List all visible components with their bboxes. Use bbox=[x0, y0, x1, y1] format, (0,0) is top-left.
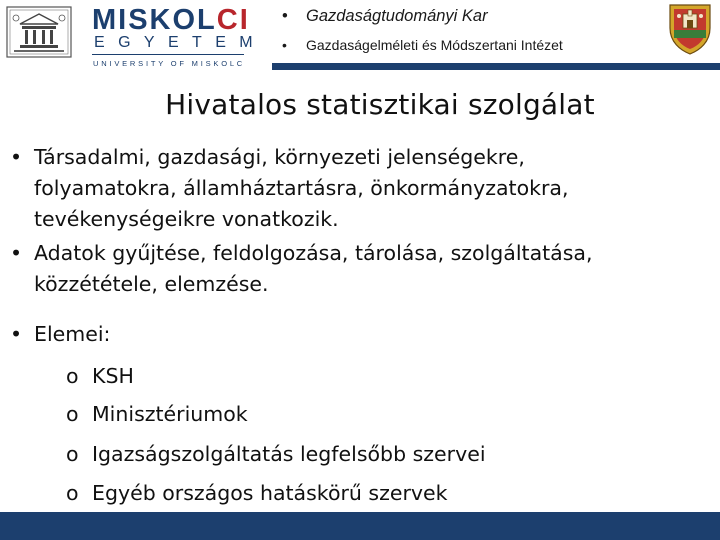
sub-marker: o bbox=[66, 442, 79, 466]
faculty-name: Gazdaságtudományi Kar bbox=[306, 7, 488, 25]
slide-title: Hivatalos statisztikai szolgálat bbox=[165, 88, 595, 121]
bullet-line: közzététele, elemzése. bbox=[34, 272, 269, 296]
bullet-line: Társadalmi, gazdasági, környezeti jelenségekre, bbox=[34, 145, 525, 169]
institute-line bbox=[282, 37, 563, 53]
bullet-marker: • bbox=[10, 145, 23, 169]
sub-item bbox=[66, 399, 248, 430]
institute-name: Gazdaságelméleti és Módszertani Intézet bbox=[306, 37, 563, 53]
bullet-line: Elemei: bbox=[34, 322, 111, 346]
brand-sub: EGYETEM bbox=[94, 34, 267, 51]
bullet-marker: • bbox=[10, 322, 23, 346]
header-bar bbox=[272, 63, 720, 70]
sub-item-text: KSH bbox=[92, 364, 134, 388]
sub-item-text: Igazságszolgáltatás legfelsőbb szervei bbox=[92, 442, 486, 466]
sub-item-text: Minisztériumok bbox=[92, 402, 248, 426]
sub-item-text: Egyéb országos hatáskörű szervek bbox=[92, 481, 448, 505]
university-logo bbox=[0, 0, 272, 96]
bullet-line: Adatok gyűjtése, feldolgozása, tárolása, szolgáltatása, bbox=[34, 241, 593, 265]
footer-bar bbox=[0, 512, 720, 540]
slide-header bbox=[0, 0, 720, 80]
brand-english: UNIVERSITY OF MISKOLC bbox=[93, 59, 246, 68]
university-crest-icon bbox=[6, 6, 72, 58]
sub-marker: o bbox=[66, 402, 79, 426]
brand-rule bbox=[92, 54, 244, 55]
bullet-line: tevékenységeikre vonatkozik. bbox=[34, 207, 339, 231]
bullet-marker: • bbox=[10, 241, 23, 265]
sub-item bbox=[66, 361, 134, 392]
sub-item bbox=[66, 478, 448, 509]
bullet-line: folyamatokra, államháztartásra, önkormányzatokra, bbox=[34, 176, 569, 200]
header-bullet: • bbox=[282, 37, 287, 53]
faculty-line bbox=[282, 7, 488, 26]
sub-marker: o bbox=[66, 481, 79, 505]
header-bullet: • bbox=[282, 7, 288, 25]
coat-of-arms-icon bbox=[667, 2, 713, 56]
sub-item bbox=[66, 439, 486, 470]
sub-marker: o bbox=[66, 364, 79, 388]
brand-name: MISKOLCI bbox=[92, 4, 250, 36]
